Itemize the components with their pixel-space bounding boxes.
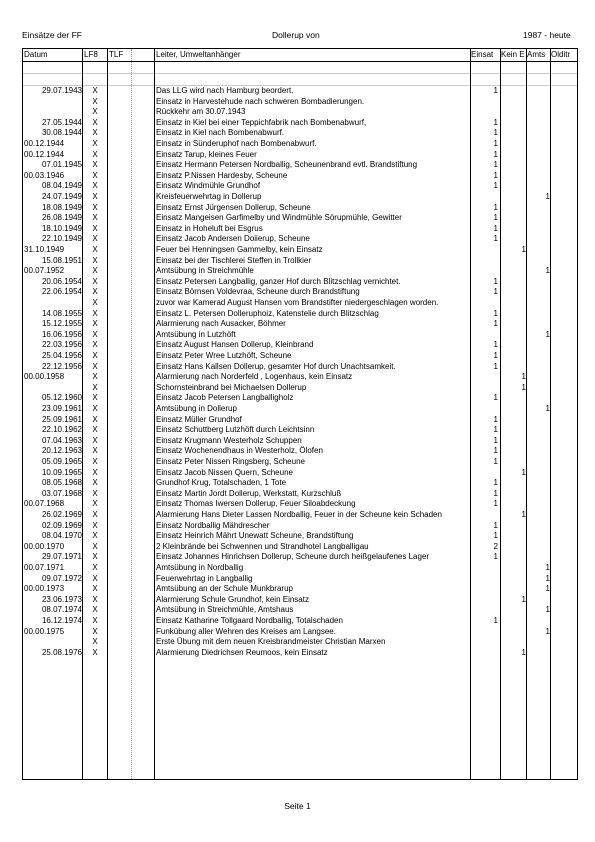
table-row	[23, 595, 577, 606]
lf8-cell: X	[92, 584, 98, 594]
description-cell: Grundhof Krug, Totalschaden, 1 Tote	[156, 478, 287, 488]
description-cell: Einsatz Nordballig Mähdrescher	[156, 520, 270, 530]
description-cell: 2 Kleinbrände bei Schwennen und Strandhotel Langballigau	[156, 541, 369, 551]
description-cell: Einsatz Jacob Petersen Langballigholz	[156, 393, 294, 403]
lf8-cell: X	[92, 308, 98, 318]
description-cell: Amtsübung in Nordballig	[156, 563, 244, 572]
einsatz-count-cell: 1	[493, 340, 498, 350]
incident-table	[22, 48, 578, 780]
einsatz-count-cell: 1	[493, 202, 498, 212]
einsatz-count-cell: 1	[493, 351, 498, 360]
date-cell: 16.06.1956	[41, 329, 82, 339]
table-row	[23, 404, 577, 415]
lf8-cell: X	[92, 319, 98, 329]
date-cell: 10.09.1965	[41, 467, 82, 477]
einsatz-count-cell: 1	[493, 276, 498, 286]
description-cell: Das LLG wird nach Hamburg beordert.	[156, 86, 294, 95]
description-cell: Einsatz Johannes Hinrichsen Dollerup, Scheune durch heißgelaufenes Lager	[156, 552, 430, 562]
table-row	[23, 563, 577, 574]
lf8-cell: X	[92, 234, 98, 244]
lf8-cell: X	[92, 149, 98, 159]
lf8-cell: X	[92, 510, 98, 519]
table-row	[23, 340, 577, 351]
lf8-cell: X	[92, 266, 98, 276]
table-row	[23, 478, 577, 489]
lf8-cell: X	[92, 361, 98, 371]
einsatz-count-cell: 1	[493, 616, 498, 625]
table-row	[23, 234, 577, 245]
description-cell: Einsatz Martin Jordt Dollerup, Werkstatt, Kurzschluß	[156, 488, 342, 498]
description-cell: Amtsübung in Streichmühle	[156, 266, 254, 276]
einsatz-count-cell: 1	[493, 361, 498, 371]
amts-count-cell: 1	[545, 329, 550, 339]
description-cell: Einsatz L. Petersen Dolleruphoiz, Katenstelie durch Blitzschlag	[156, 308, 379, 318]
einsatz-count-cell: 1	[493, 446, 498, 456]
description-cell: Einsatz Hermann Petersen Nordballig, Scheunenbrand evtl. Brandstiftung	[156, 160, 418, 170]
description-cell: Schornsteinbrand bei Michaelsen Dollerup	[156, 382, 307, 392]
lf8-cell: X	[92, 86, 98, 95]
table-row	[23, 309, 577, 320]
lf8-cell: X	[92, 414, 98, 424]
table-row	[23, 574, 577, 585]
description-cell: Einsatz Thomas Iwersen Dollerup, Feuer Siloabdeckung	[156, 499, 356, 509]
column-header-lf8: LF8	[84, 50, 98, 59]
lf8-cell: X	[92, 107, 98, 117]
date-cell: 03.07.1968	[41, 488, 82, 498]
date-cell: 00.00.1970	[24, 541, 65, 551]
description-cell: Erste Übung mit dem neuen Kreisbrandmeister Christian Marxen	[156, 637, 386, 647]
table-row	[23, 627, 577, 638]
document-header-right: 1987 - heute	[523, 30, 571, 40]
description-cell: Amtsübung an der Schule Munkbrarup	[156, 584, 293, 594]
column-header-leiter: Leiter, Umweltanhänger	[156, 50, 241, 59]
einsatz-count-cell: 1	[493, 393, 498, 403]
date-cell: 07.01.1945	[41, 160, 82, 170]
table-row	[23, 415, 577, 426]
table-row	[23, 107, 577, 118]
lf8-cell: X	[92, 531, 98, 541]
date-cell: 26.08.1949	[41, 213, 82, 223]
table-row	[23, 203, 577, 214]
date-cell: 15.12.1955	[41, 319, 82, 329]
description-cell: Einsatz Müller Grundhof	[156, 414, 242, 424]
lf8-cell: X	[92, 404, 98, 413]
lf8-cell: X	[92, 96, 98, 106]
einsatz-count-cell: 1	[493, 128, 498, 138]
date-cell: 00.12.1944	[24, 149, 65, 159]
lf8-cell: X	[92, 647, 98, 657]
lf8-cell: X	[92, 192, 98, 201]
table-row	[23, 128, 577, 139]
kein-einsatz-count-cell: 1	[521, 372, 526, 382]
description-cell: Einsatz Mangeisen Garfimelby und Windmühle Sörupmühle, Gewitter	[156, 213, 402, 223]
amts-count-cell: 1	[545, 266, 550, 276]
date-cell: 29.07.1943	[41, 86, 82, 95]
amts-count-cell: 1	[545, 573, 550, 583]
einsatz-count-cell: 1	[493, 552, 498, 562]
table-row	[23, 521, 577, 532]
column-header-einsatz: Einsat	[471, 50, 494, 59]
lf8-cell: X	[92, 340, 98, 350]
table-row	[23, 330, 577, 341]
lf8-cell: X	[92, 573, 98, 583]
date-cell: 30.08.1944	[41, 128, 82, 138]
date-cell: 00.12.1944	[24, 139, 65, 148]
einsatz-count-cell: 1	[493, 499, 498, 509]
date-cell: 31.10.1949	[24, 245, 65, 254]
lf8-cell: X	[92, 139, 98, 148]
description-cell: Alarmierung Hans Dieter Lassen Nordballig, Feuer in der Scheune kein Schaden	[156, 510, 442, 519]
date-cell: 27.05.1944	[41, 117, 82, 127]
description-cell: Einsatz Hans Kallsen Dollerup, gesamter Hof durch Unachtsamkeit.	[156, 361, 396, 371]
date-cell: 29.07.1971	[41, 552, 82, 562]
lf8-cell: X	[92, 117, 98, 127]
amts-count-cell: 1	[545, 192, 550, 201]
einsatz-count-cell: 1	[493, 86, 498, 95]
amts-count-cell: 1	[545, 584, 550, 594]
lf8-cell: X	[92, 552, 98, 562]
einsatz-count-cell: 1	[493, 308, 498, 318]
date-cell: 00.07.1968	[24, 499, 65, 509]
description-cell: Einsatz Schuttberg Lutzhöft durch Leichtsinn	[156, 425, 315, 435]
description-cell: Einsatz in Hoheluft bei Esgrus	[156, 223, 263, 233]
lf8-cell: X	[92, 435, 98, 445]
description-cell: Einsatz Heinrich Mährt Unewatt Scheune, Brandstiftung	[156, 531, 354, 541]
description-cell: Einsatz in Harvestehude nach schweren Bombadierungen.	[156, 96, 365, 106]
lf8-cell: X	[92, 276, 98, 286]
date-cell: 20.12.1963	[41, 446, 82, 456]
column-header-datum: Datum	[24, 50, 48, 59]
description-cell: Alarmierung nach Ausacker, Böhmer	[156, 319, 286, 329]
table-row	[23, 446, 577, 457]
table-row	[23, 552, 577, 563]
kein-einsatz-count-cell: 1	[521, 594, 526, 604]
lf8-cell: X	[92, 637, 98, 647]
date-cell: 23.06.1973	[41, 594, 82, 604]
lf8-cell: X	[92, 541, 98, 551]
table-row	[23, 213, 577, 224]
date-cell: 09.07.1972	[41, 573, 82, 583]
description-cell: Amtsübung in Dollerup	[156, 404, 237, 413]
amts-count-cell: 1	[545, 605, 550, 615]
description-cell: Einsatz Wochenendhaus in Westerholz, Ölofen	[156, 446, 323, 456]
description-cell: Einsatz in Kiel nach Bombenabwurf.	[156, 128, 285, 138]
table-row	[23, 489, 577, 500]
column-header-kein-einsatz: Kein E	[501, 50, 525, 59]
lf8-cell: X	[92, 245, 98, 254]
date-cell: 08.05.1968	[41, 478, 82, 488]
date-cell: 14.08.1955	[41, 308, 82, 318]
description-cell: Einsatz bei der Tischlerei Steffen in Trollkier	[156, 255, 312, 265]
table-row	[23, 277, 577, 288]
description-cell: Einsatz Jacob Andersen Doiierup, Scheune	[156, 234, 310, 244]
document-header-left: Einsätze der FF	[22, 30, 82, 40]
lf8-cell: X	[92, 605, 98, 615]
table-row	[23, 542, 577, 553]
description-cell: Feuerwehrtag in Langballig	[156, 573, 253, 583]
lf8-cell: X	[92, 255, 98, 265]
date-cell: 22.10.1949	[41, 234, 82, 244]
description-cell: Einsatz Tarup, kleines Feuer	[156, 149, 257, 159]
table-row	[23, 245, 577, 256]
einsatz-count-cell: 1	[493, 425, 498, 435]
description-cell: Einsatz Börnsen Voldevraa, Scheune durch Brandstiftung	[156, 287, 360, 297]
einsatz-count-cell: 1	[493, 149, 498, 159]
kein-einsatz-count-cell: 1	[521, 510, 526, 519]
einsatz-count-cell: 1	[493, 520, 498, 530]
date-cell: 00.00.1973	[24, 584, 65, 594]
lf8-cell: X	[92, 160, 98, 170]
date-cell: 22.12.1956	[41, 361, 82, 371]
date-cell: 18.08.1949	[41, 202, 82, 212]
lf8-cell: X	[92, 170, 98, 180]
lf8-cell: X	[92, 520, 98, 530]
lf8-cell: X	[92, 457, 98, 466]
table-row	[23, 616, 577, 627]
date-cell: 20.06.1954	[41, 276, 82, 286]
einsatz-count-cell: 1	[493, 488, 498, 498]
table-row	[23, 457, 577, 468]
lf8-cell: X	[92, 499, 98, 509]
einsatz-count-cell: 2	[493, 541, 498, 551]
table-row	[23, 192, 577, 203]
table-row	[23, 150, 577, 161]
einsatz-count-cell: 1	[493, 213, 498, 223]
table-row	[23, 499, 577, 510]
date-cell: 18.10.1949	[41, 223, 82, 233]
description-cell: Amtsübung in Streichmühle, Amtshaus	[156, 605, 294, 615]
einsatz-count-cell: 1	[493, 531, 498, 541]
table-row	[23, 393, 577, 404]
description-cell: Feuer bei Henningsen Gammelby, kein Einsatz	[156, 245, 323, 254]
date-cell: 15.08.1951	[41, 255, 82, 265]
table-row	[23, 436, 577, 447]
description-cell: Rückkehr am 30.07.1943	[156, 107, 246, 117]
description-cell: Einsatz Ernst Jürgensen Dollerup, Scheune	[156, 202, 311, 212]
table-row	[23, 224, 577, 235]
table-row	[23, 181, 577, 192]
table-row	[23, 266, 577, 277]
einsatz-count-cell: 1	[493, 319, 498, 329]
column-header-olditr: Olditr	[551, 50, 571, 59]
date-cell: 23.09.1961	[41, 404, 82, 413]
column-header-amts: Amts	[527, 50, 546, 59]
document-header-center: Dollerup von	[272, 30, 320, 40]
einsatz-count-cell: 1	[493, 457, 498, 466]
einsatz-count-cell: 1	[493, 160, 498, 170]
lf8-cell: X	[92, 446, 98, 456]
table-row	[23, 86, 577, 97]
date-cell: 00.07.1952	[24, 266, 65, 276]
lf8-cell: X	[92, 329, 98, 339]
lf8-cell: X	[92, 298, 98, 307]
date-cell: 00.03.1946	[24, 170, 65, 180]
description-cell: Einsatz Jacob Nissen Quern, Scheune	[156, 467, 293, 477]
lf8-cell: X	[92, 488, 98, 498]
einsatz-count-cell: 1	[493, 478, 498, 488]
amts-count-cell: 1	[545, 626, 550, 636]
einsatz-count-cell: 1	[493, 223, 498, 233]
amts-count-cell: 1	[545, 404, 550, 413]
date-cell: 22.10.1962	[41, 425, 82, 435]
description-cell: Alarmierung nach Norderfeld , Logenhaus, kein Einsatz	[156, 372, 353, 382]
einsatz-count-cell: 1	[493, 234, 498, 244]
lf8-cell: X	[92, 616, 98, 625]
date-cell: 25.09.1961	[41, 414, 82, 424]
date-cell: 25.04.1956	[41, 351, 82, 360]
date-cell: 24.07.1949	[41, 192, 82, 201]
description-cell: Einsatz P.Nissen Hardesby, Scheune	[156, 170, 288, 180]
description-cell: Funkübung aller Wehren des Kreises am Langsee.	[156, 626, 336, 636]
table-row	[23, 298, 577, 309]
description-cell: Einsatz Peter Wree Lutzhöft, Scheune	[156, 351, 292, 360]
table-row	[23, 256, 577, 267]
table-row	[23, 287, 577, 298]
date-cell: 16.12.1974	[41, 616, 82, 625]
lf8-cell: X	[92, 351, 98, 360]
table-row	[23, 319, 577, 330]
einsatz-count-cell: 1	[493, 435, 498, 445]
kein-einsatz-count-cell: 1	[521, 647, 526, 657]
table-row	[23, 171, 577, 182]
table-row	[23, 351, 577, 362]
description-cell: Alarmierung Diedrichsen Reumoos, kein Einsatz	[156, 647, 328, 657]
date-cell: 05.09.1965	[41, 457, 82, 466]
date-cell: 26.02.1969	[41, 510, 82, 519]
lf8-cell: X	[92, 425, 98, 435]
description-cell: Einsatz Peter Nissen Ringsberg, Scheune	[156, 457, 305, 466]
date-cell: 02.09.1969	[41, 520, 82, 530]
table-row	[23, 648, 577, 659]
date-cell: 00.00.1975	[24, 626, 65, 636]
description-cell: Einsatz Krugmann Westerholz Schuppen	[156, 435, 302, 445]
lf8-cell: X	[92, 626, 98, 636]
table-row	[23, 637, 577, 648]
table-row	[23, 97, 577, 108]
lf8-cell: X	[92, 393, 98, 403]
lf8-cell: X	[92, 563, 98, 572]
table-row	[23, 425, 577, 436]
description-cell: Einsatz Windmühle Grundhof	[156, 181, 261, 191]
lf8-cell: X	[92, 128, 98, 138]
description-cell: Alarmierung Schule Grundhof, kein Einsatz	[156, 594, 309, 604]
column-header-tlf: TLF	[109, 50, 124, 59]
table-row	[23, 139, 577, 150]
table-row	[23, 383, 577, 394]
table-row	[23, 531, 577, 542]
table-row	[23, 584, 577, 595]
date-cell: 08.04.1949	[41, 181, 82, 191]
lf8-cell: X	[92, 372, 98, 382]
date-cell: 08.04.1970	[41, 531, 82, 541]
description-cell: Einsatz Katharine Tollgaard Nordballig, Totalschaden	[156, 616, 343, 625]
description-cell: Amtsübung in Lutzhöft	[156, 329, 236, 339]
date-cell: 22.06.1954	[41, 287, 82, 297]
description-cell: Einsatz Petersen Langballig, ganzer Hof durch Blitzschlag vernichtet.	[156, 276, 401, 286]
einsatz-count-cell: 1	[493, 181, 498, 191]
einsatz-count-cell: 1	[493, 139, 498, 148]
description-cell: Einsatz in Kiel bei einer Teppichfabrik nach Bombenabwurf,	[156, 117, 367, 127]
lf8-cell: X	[92, 213, 98, 223]
table-row	[23, 118, 577, 129]
kein-einsatz-count-cell: 1	[521, 245, 526, 254]
einsatz-count-cell: 1	[493, 287, 498, 297]
description-cell: Einsatz in Sünderuphof nach Bombenabwurf.	[156, 139, 317, 148]
kein-einsatz-count-cell: 1	[521, 467, 526, 477]
date-cell: 00.07.1971	[24, 563, 65, 572]
date-cell: 25.08.1976	[41, 647, 82, 657]
amts-count-cell: 1	[545, 563, 550, 572]
lf8-cell: X	[92, 382, 98, 392]
table-row	[23, 160, 577, 171]
kein-einsatz-count-cell: 1	[521, 382, 526, 392]
lf8-cell: X	[92, 287, 98, 297]
table-row	[23, 510, 577, 521]
description-cell: Einsatz August Hansen Dollerup, Kleinbrand	[156, 340, 314, 350]
lf8-cell: X	[92, 478, 98, 488]
lf8-cell: X	[92, 594, 98, 604]
einsatz-count-cell: 1	[493, 117, 498, 127]
lf8-cell: X	[92, 202, 98, 212]
table-row	[23, 605, 577, 616]
date-cell: 07.04.1963	[41, 435, 82, 445]
einsatz-count-cell: 1	[493, 170, 498, 180]
date-cell: 05.12.1960	[41, 393, 82, 403]
table-row	[23, 468, 577, 479]
lf8-cell: X	[92, 223, 98, 233]
date-cell: 22.03.1956	[41, 340, 82, 350]
page-footer: Seite 1	[284, 801, 311, 811]
date-cell: 08.07.1974	[41, 605, 82, 615]
lf8-cell: X	[92, 181, 98, 191]
table-row	[23, 362, 577, 373]
description-cell: zuvor war Kamerad August Hansen vom Brandstifter niedergeschlagen worden.	[156, 298, 439, 307]
description-cell: Kreisfeuerwehrtag in Dollerup	[156, 192, 262, 201]
date-cell: 00.00.1958	[24, 372, 65, 382]
table-row	[23, 372, 577, 383]
einsatz-count-cell: 1	[493, 414, 498, 424]
lf8-cell: X	[92, 467, 98, 477]
